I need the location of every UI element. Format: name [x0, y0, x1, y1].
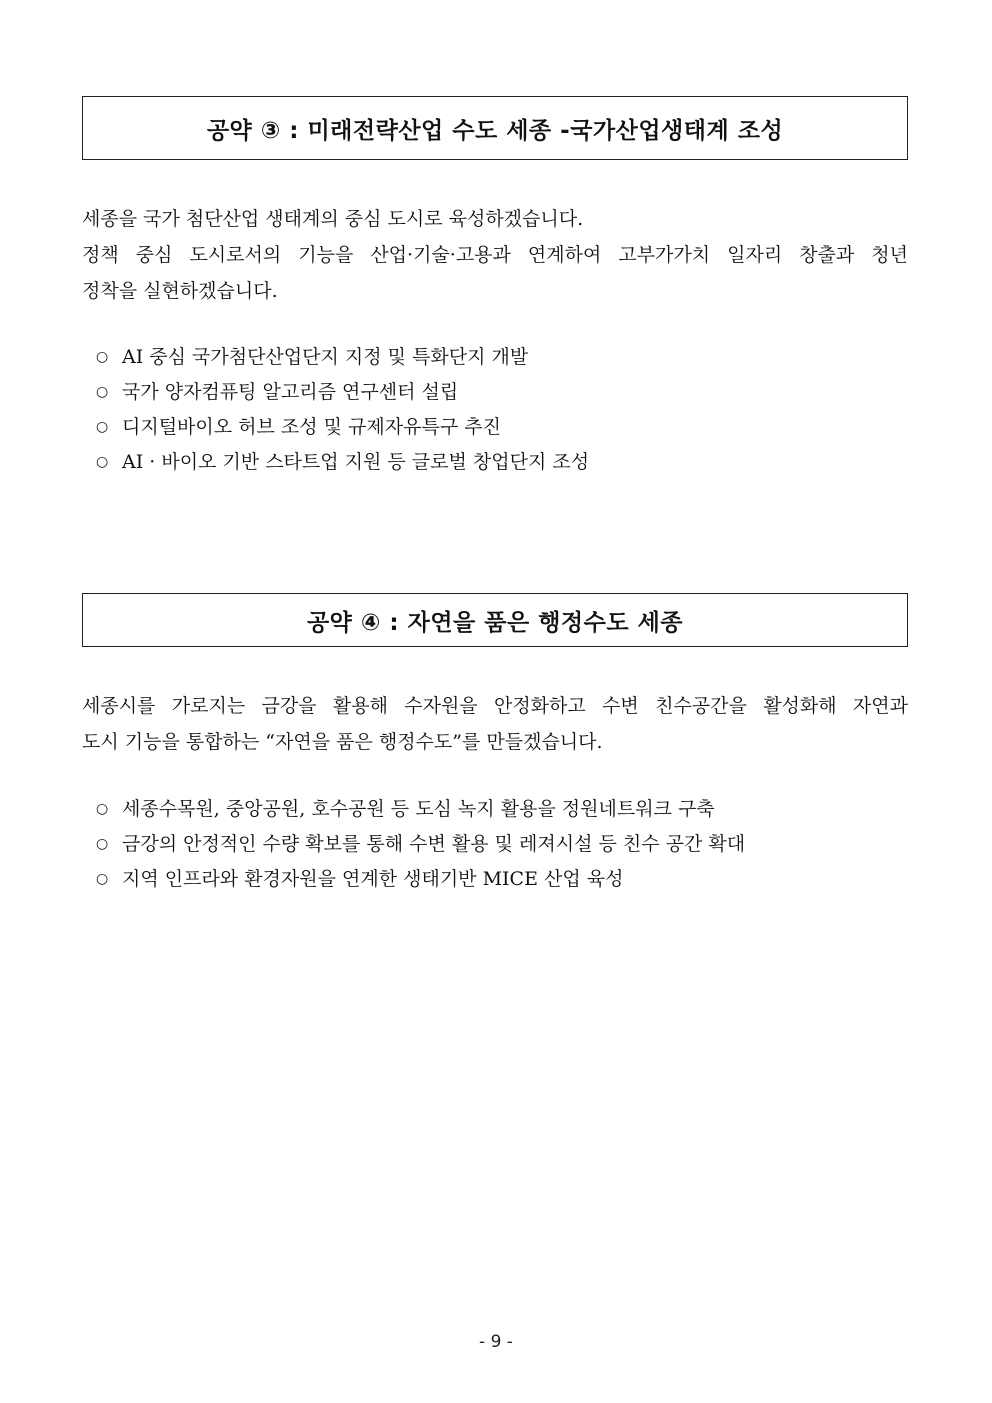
list-item [96, 375, 589, 410]
circle-bullet-icon: ○ [96, 384, 109, 400]
circle-bullet-icon: ○ [96, 454, 109, 470]
list-item-text: AI 중심 국가첨단산업단지 지정 및 특화단지 개발 [122, 346, 529, 368]
circle-bullet-icon: ○ [96, 871, 109, 887]
paragraph-line: 도시 기능을 통합하는 “자연을 품은 행정수도”를 만들겠습니다. [82, 731, 603, 753]
pledge-3-header-box [82, 96, 908, 160]
circle-bullet-icon: ○ [96, 349, 109, 365]
list-item [96, 862, 745, 897]
list-item-text: 디지털바이오 허브 조성 및 규제자유특구 추진 [122, 416, 501, 438]
pledge-4-paragraph [82, 688, 908, 760]
circle-bullet-icon: ○ [96, 801, 109, 817]
list-item [96, 340, 589, 375]
pledge-3-title: 공약 ③ : 미래전략산업 수도 세종 -국가산업생태계 조성 [206, 117, 784, 144]
paragraph-line: 정착을 실현하겠습니다. [82, 280, 278, 302]
list-item [96, 827, 745, 862]
paragraph-line: 세종시를 가로지는 금강을 활용해 수자원을 안정화하고 수변 친수공간을 활성화해 자연과 [82, 695, 908, 717]
list-item-text: 국가 양자컴퓨팅 알고리즘 연구센터 설립 [122, 381, 459, 403]
pledge-3-bullet-list [96, 340, 589, 480]
list-item-text: AI · 바이오 기반 스타트업 지원 등 글로벌 창업단지 조성 [122, 451, 590, 473]
list-item-text: 금강의 안정적인 수량 확보를 통해 수변 활용 및 레져시설 등 친수 공간 확대 [122, 833, 746, 855]
pledge-4-header-box [82, 593, 908, 647]
paragraph-line: 정책 중심 도시로서의 기능을 산업·기술·고용과 연계하여 고부가가치 일자리 창출과 청년 [82, 244, 908, 266]
list-item [96, 445, 589, 480]
pledge-3-paragraph [82, 201, 908, 309]
list-item-text: 지역 인프라와 환경자원을 연계한 생태기반 MICE 산업 육성 [122, 868, 624, 890]
list-item-text: 세종수목원, 중앙공원, 호수공원 등 도심 녹지 활용을 정원네트워크 구축 [122, 798, 715, 820]
page-number: - 9 - [479, 1332, 513, 1352]
circle-bullet-icon: ○ [96, 419, 109, 435]
list-item [96, 410, 589, 445]
pledge-4-bullet-list [96, 792, 745, 897]
paragraph-line: 세종을 국가 첨단산업 생태계의 중심 도시로 육성하겠습니다. [82, 208, 584, 230]
circle-bullet-icon: ○ [96, 836, 109, 852]
list-item [96, 792, 745, 827]
pledge-4-title: 공약 ④ : 자연을 품은 행정수도 세종 [306, 609, 684, 636]
